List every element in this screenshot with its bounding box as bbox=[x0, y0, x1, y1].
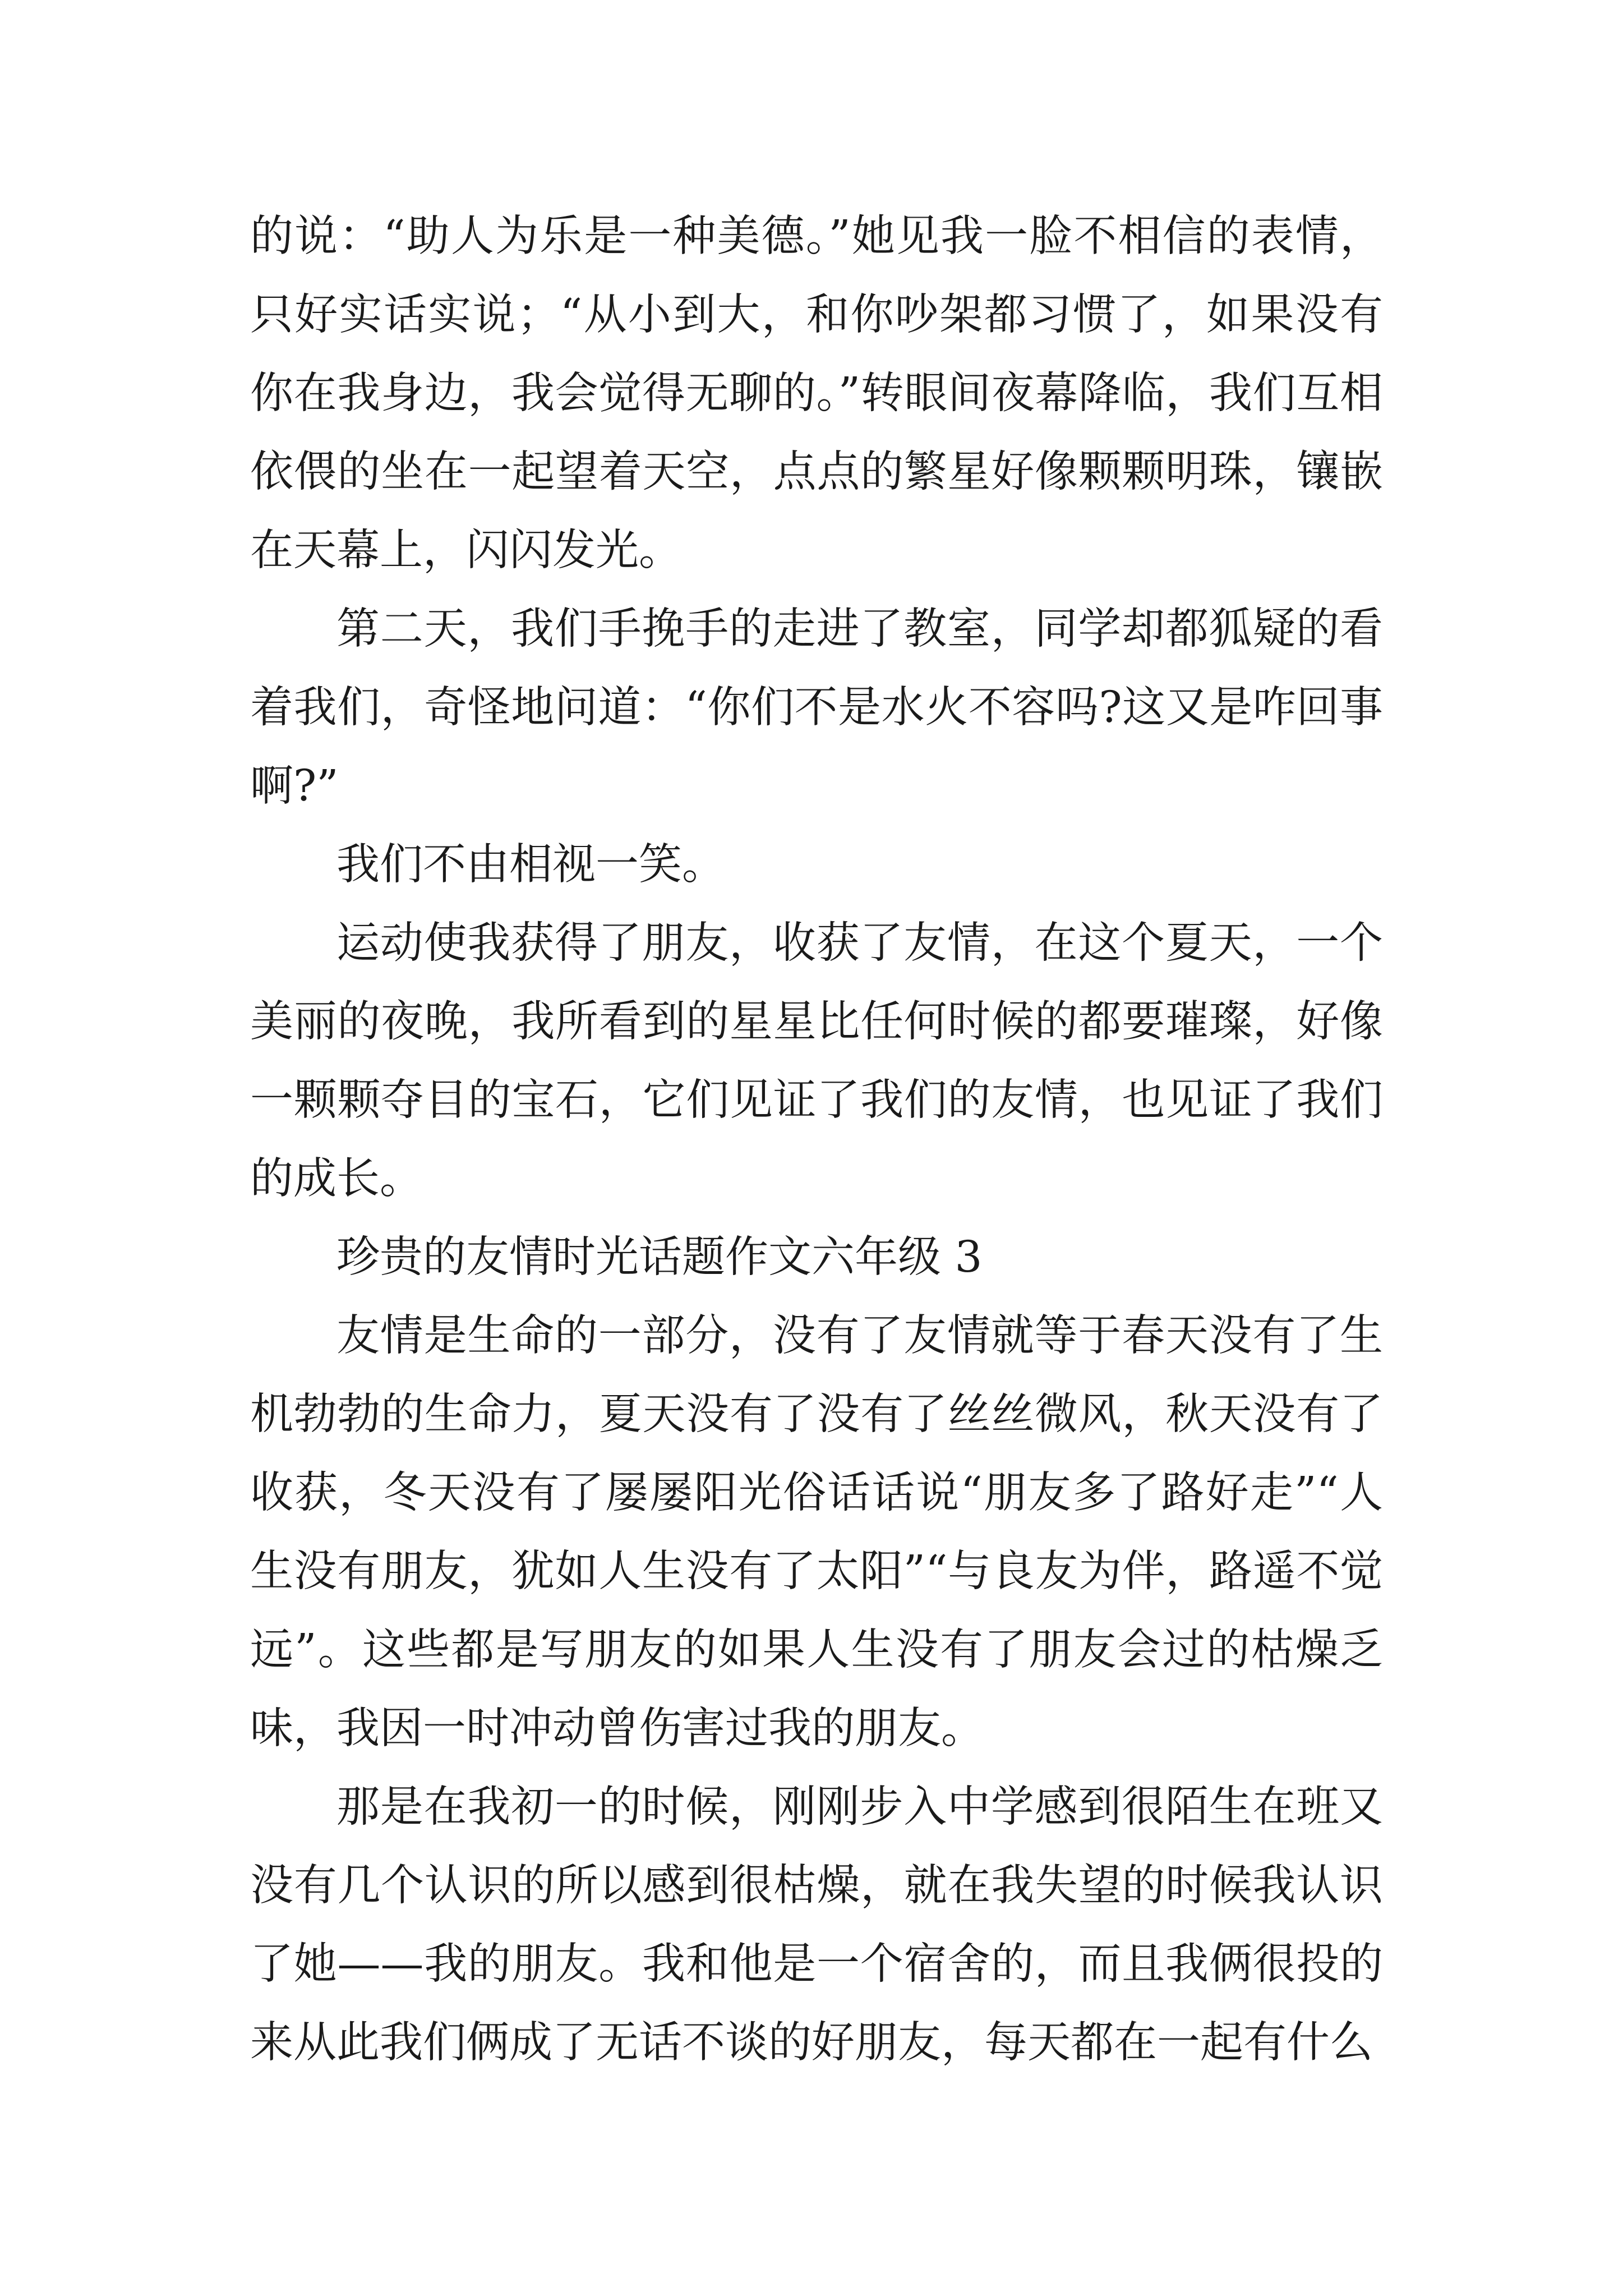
paragraph-continuation: 的说：“助人为乐是一种美德。”她见我一脸不相信的表情，只好实话实说；“从小到大，和你吵架都习惯了，如果没有你在我身边，我会觉得无聊的。”转眼间夜幕降临，我们互相依偎的坐在一起望着天空，点点的繁星好像颗颗明珠，镶嵌在天幕上，闪闪发光。 bbox=[250, 211, 1383, 576]
paragraph: 第二天，我们手挽手的走进了教室，同学却都狐疑的看着我们，奇怪地问道：“你们不是水火不容吗?这又是咋回事啊?” bbox=[250, 604, 1383, 811]
section-heading: 珍贵的友情时光话题作文六年级 3 bbox=[336, 1232, 983, 1282]
paragraph: 友情是生命的一部分，没有了友情就等于春天没有了生机勃勃的生命力，夏天没有了没有了丝丝微风，秋天没有了收获，冬天没有了屡屡阳光俗话话说“朋友多了路好走”“人生没有朋友，犹如人生没有了太阳”“与良友为伴，路遥不觉远”。这些都是写朋友的如果人生没有了朋友会过的枯燥乏味，我因一时冲动曾伤害过我的朋友。 bbox=[250, 1311, 1383, 1754]
paragraph: 我们不由相视一笑。 bbox=[336, 840, 725, 890]
paragraph: 运动使我获得了朋友，收获了友情，在这个夏天，一个美丽的夜晚，我所看到的星星比任何时候的都要璀璨，好像一颗颗夺目的宝石，它们见证了我们的友情，也见证了我们的成长。 bbox=[250, 918, 1383, 1204]
body-text bbox=[250, 197, 1383, 2082]
paragraph: 那是在我初一的时候，刚刚步入中学感到很陌生在班又没有几个认识的所以感到很枯燥，就在我失望的时候我认识了她——我的朋友。我和他是一个宿舍的，而且我俩很投的来从此我们俩成了无话不谈的好朋友，每天都在一起有什么 bbox=[250, 1782, 1383, 2068]
